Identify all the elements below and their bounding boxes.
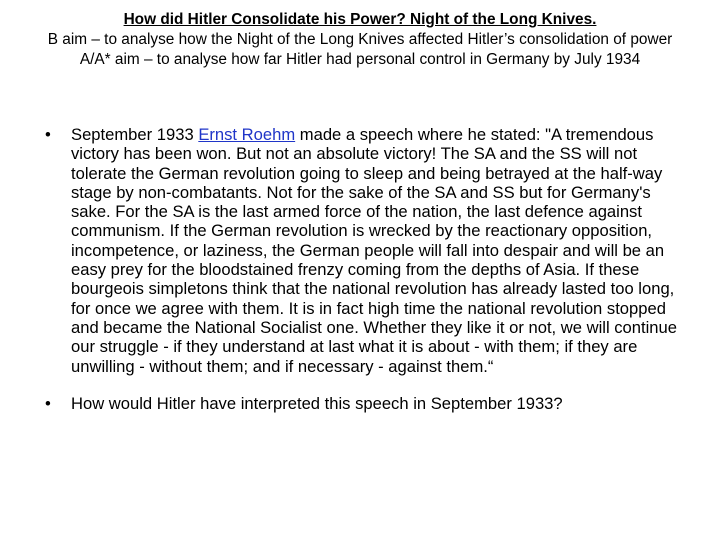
- b-aim-text: B aim – to analyse how the Night of the Long Knives affected Hitler’s consolidation of power: [47, 31, 673, 48]
- quote-text: made a speech where he stated: "A tremendous victory has been won. But not an absolute victory! The SA and the SS will not tolerate the German revolution going to sleep and being betrayed at the half-way stage by non-combatants. Not for the sake of the SA and SS but for Germany's sake. For the SA is the last armed force of the nation, the last defence against communism. If the German revolution is wrecked by the reactionary opposition, incompetence, or laziness, the German people will fall into despair and will be an easy prey for the bloodstained frenzy coming from the depths of Asia. If these bourgeois simpletons think that the national revolution has already lasted too long, for once we agree with them. It is in fact high time the national revolution stopped and became the National Socialist one. Whether they like it or not, we will continue our struggle - if they understand at last what it is about - with them; if they are unwilling - without them; and if necessary - against them.“: [71, 125, 677, 376]
- question-text: How would Hitler have interpreted this speech in September 1933?: [71, 393, 563, 413]
- bullet-marker: •: [45, 393, 51, 413]
- bullet-marker: •: [45, 125, 51, 144]
- ernst-roehm-link[interactable]: Ernst Roehm: [198, 125, 296, 144]
- a-aim-text: A/A* aim – to analyse how far Hitler had personal control in Germany by July 1934: [79, 51, 641, 68]
- slide-header: [10, 10, 710, 70]
- bullet-list: [45, 125, 685, 413]
- slide-title: How did Hitler Consolidate his Power? Night of the Long Knives.: [123, 11, 597, 28]
- question-bullet: [45, 394, 685, 413]
- quote-bullet: [45, 125, 685, 376]
- quote-prefix: September 1933: [71, 125, 199, 144]
